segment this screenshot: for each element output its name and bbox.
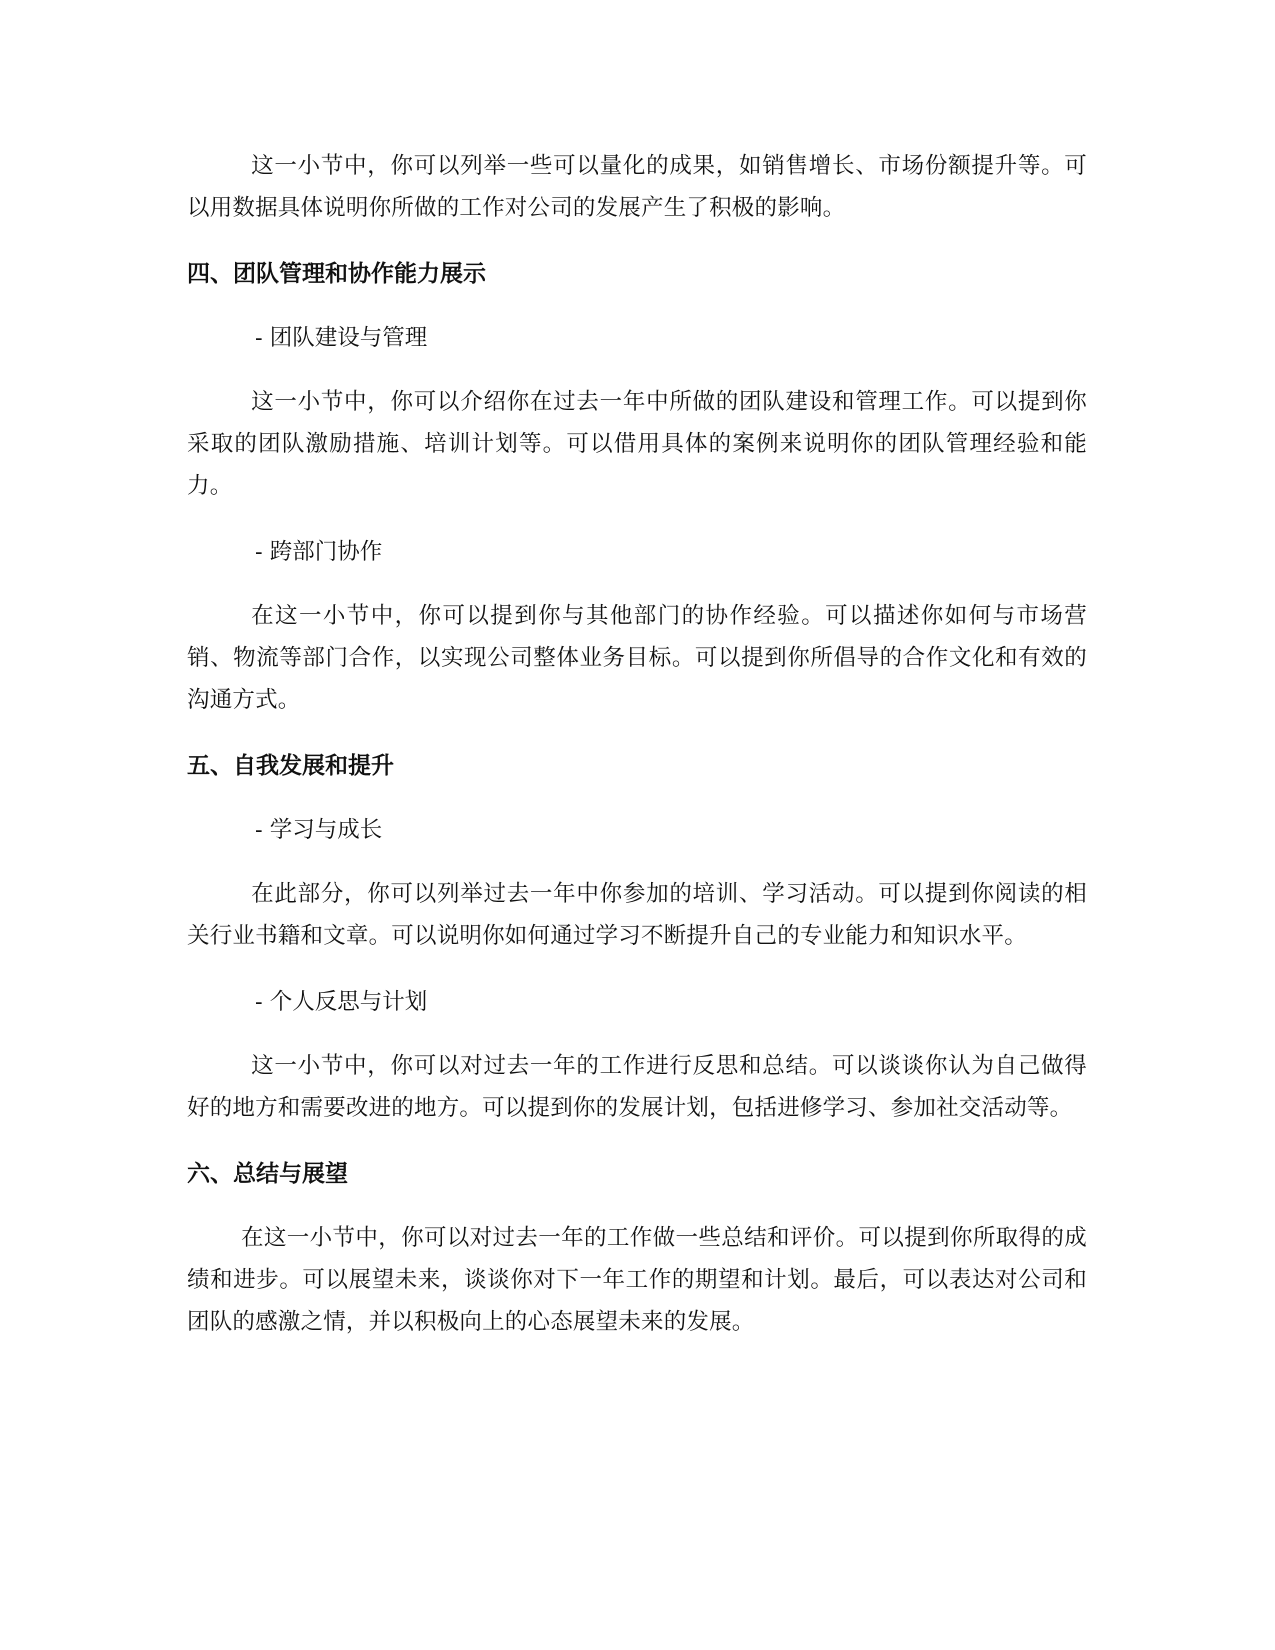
section-heading-self-development: 五、自我发展和提升 bbox=[187, 753, 394, 779]
section-heading-team-management: 四、团队管理和协作能力展示 bbox=[187, 261, 486, 287]
subheading-team-building: - 团队建设与管理 bbox=[255, 325, 428, 351]
paragraph-cross-department: 在这一小节中，你可以提到你与其他部门的协作经验。可以描述你如何与市场营销、物流等部门合作，以实现公司整体业务目标。可以提到你所倡导的合作文化和有效的沟通方式。 bbox=[187, 603, 1087, 713]
paragraph-summary-outlook: 在这一小节中，你可以对过去一年的工作做一些总结和评价。可以提到你所取得的成绩和进步。可以展望未来，谈谈你对下一年工作的期望和计划。最后，可以表达对公司和团队的感激之情，并以积极向上的心态展望未来的发展。 bbox=[187, 1225, 1087, 1335]
paragraph-learning-growth: 在此部分，你可以列举过去一年中你参加的培训、学习活动。可以提到你阅读的相关行业书籍和文章。可以说明你如何通过学习不断提升自己的专业能力和知识水平。 bbox=[187, 881, 1087, 949]
document-body bbox=[187, 145, 1087, 1367]
paragraph-quantified-results: 这一小节中，你可以列举一些可以量化的成果，如销售增长、市场份额提升等。可以用数据具体说明你所做的工作对公司的发展产生了积极的影响。 bbox=[187, 153, 1087, 221]
section-heading-summary-outlook: 六、总结与展望 bbox=[187, 1161, 348, 1187]
paragraph-reflection-plan: 这一小节中，你可以对过去一年的工作进行反思和总结。可以谈谈你认为自己做得好的地方和需要改进的地方。可以提到你的发展计划，包括进修学习、参加社交活动等。 bbox=[187, 1053, 1087, 1121]
subheading-learning-growth: - 学习与成长 bbox=[255, 817, 383, 843]
subheading-cross-department: - 跨部门协作 bbox=[255, 539, 383, 565]
subheading-reflection-plan: - 个人反思与计划 bbox=[255, 989, 428, 1015]
paragraph-team-building: 这一小节中，你可以介绍你在过去一年中所做的团队建设和管理工作。可以提到你采取的团队激励措施、培训计划等。可以借用具体的案例来说明你的团队管理经验和能力。 bbox=[187, 389, 1087, 499]
